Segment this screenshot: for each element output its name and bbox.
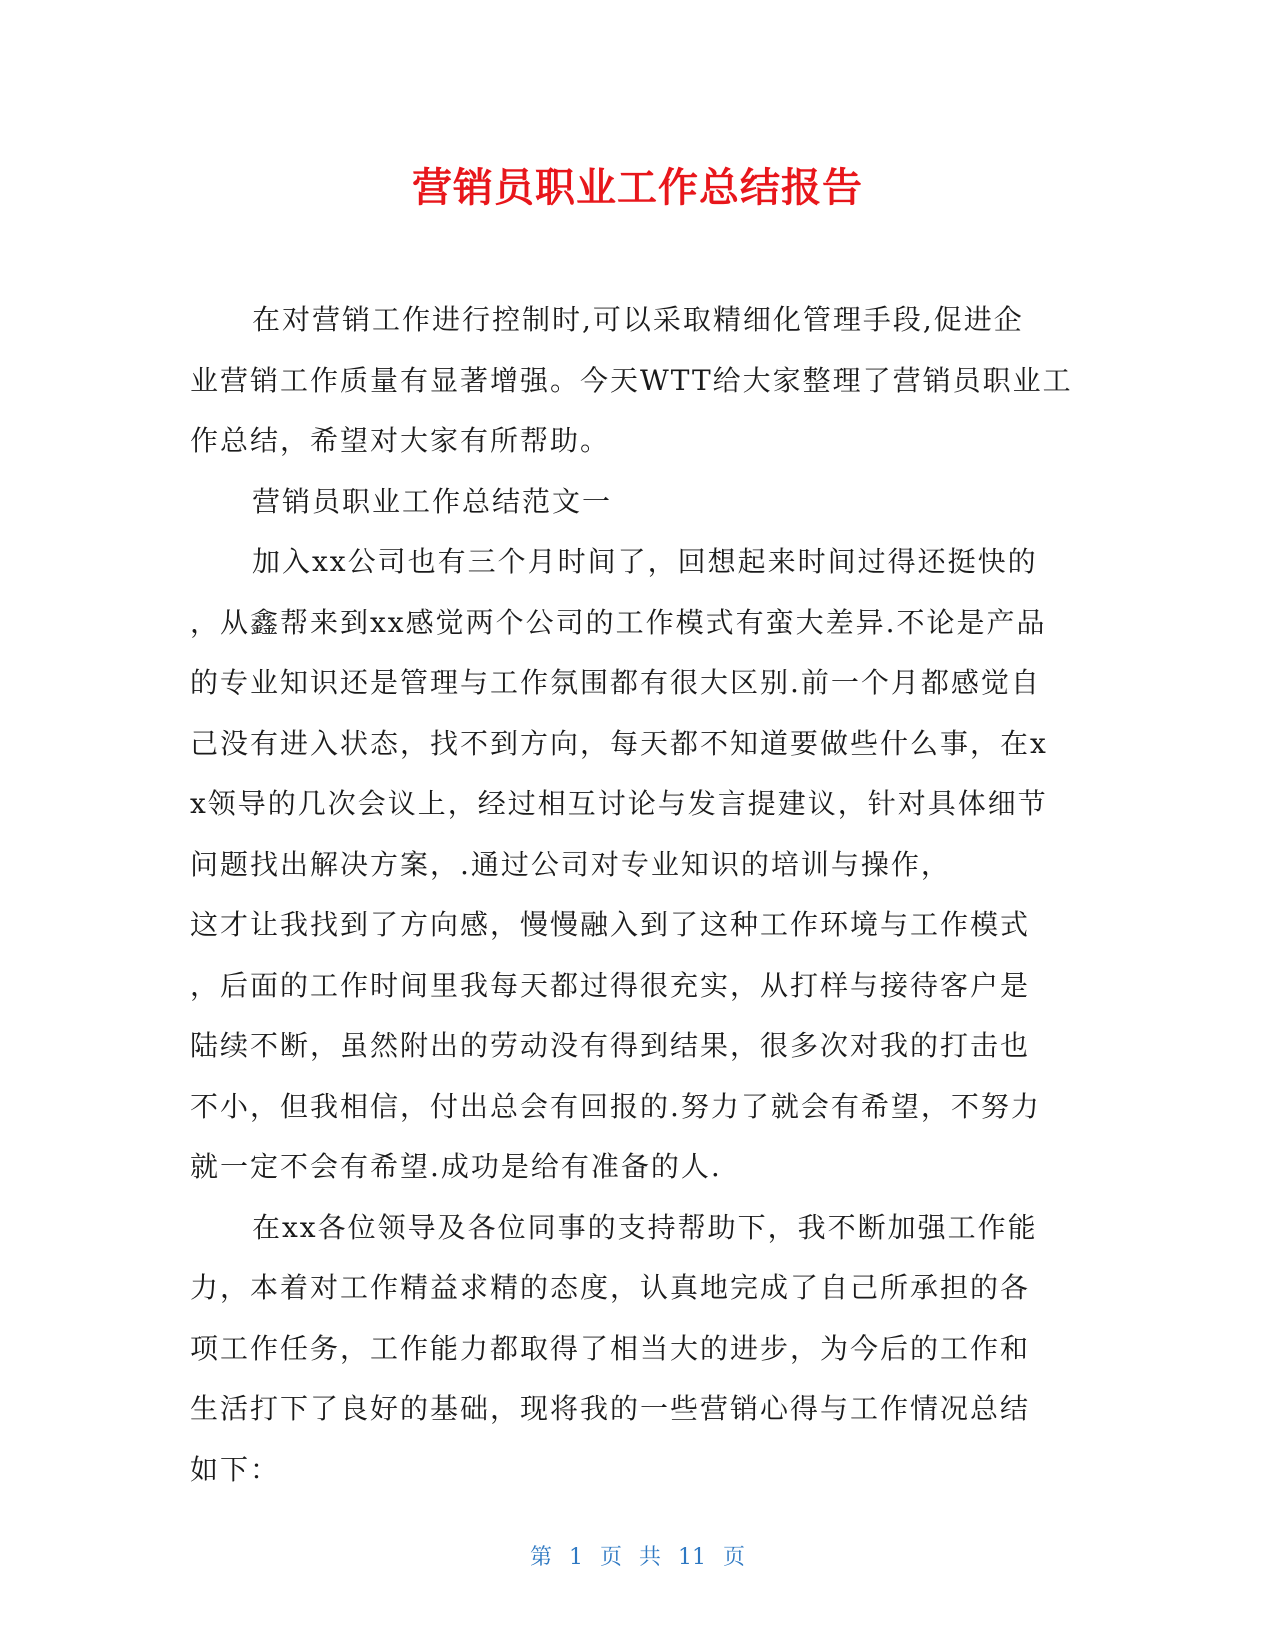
paragraph-line: 如下： bbox=[190, 1452, 281, 1486]
paragraph-line: 这才让我找到了方向感，慢慢融入到了这种工作环境与工作模式 bbox=[190, 908, 1031, 941]
document-body bbox=[190, 290, 1073, 1500]
paragraph-line: 问题找出解决方案，.通过公司对专业知识的培训与操作， bbox=[190, 847, 951, 881]
paragraph-line: 力，本着对工作精益求精的态度，认真地完成了自己所承担的各 bbox=[190, 1271, 1031, 1304]
paragraph-line: 就一定不会有希望.成功是给有准备的人. bbox=[190, 1150, 722, 1183]
paragraph-line: ，后面的工作时间里我每天都过得很充实，从打样与接待客户是 bbox=[190, 968, 1031, 1002]
paragraph-line: 加入xx公司也有三个月时间了，回想起来时间过得还挺快的 bbox=[252, 545, 1038, 578]
document-title: 营销员职业工作总结报告 bbox=[412, 165, 863, 211]
paragraph-line: 的专业知识还是管理与工作氛围都有很大区别.前一个月都感觉自 bbox=[190, 666, 1041, 699]
paragraph-line: x领导的几次会议上，经过相互讨论与发言提建议，针对具体细节 bbox=[190, 787, 1048, 820]
page-number: 第 1 页 共 11 页 bbox=[530, 1545, 745, 1570]
paragraph-line: 陆续不断，虽然附出的劳动没有得到结果，很多次对我的打击也 bbox=[190, 1029, 1031, 1062]
paragraph-line: 在xx各位领导及各位同事的支持帮助下，我不断加强工作能 bbox=[252, 1210, 1038, 1244]
paragraph-line: 业营销工作质量有显著增强。今天WTT给大家整理了营销员职业工 bbox=[190, 363, 1073, 397]
paragraph-line: 作总结，希望对大家有所帮助。 bbox=[190, 424, 611, 457]
paragraph-line: 己没有进入状态，找不到方向，每天都不知道要做些什么事，在x bbox=[190, 726, 1048, 760]
paragraph-line: 不小，但我相信，付出总会有回报的.努力了就会有希望，不努力 bbox=[190, 1089, 1041, 1123]
paragraph-line: ，从鑫帮来到xx感觉两个公司的工作模式有蛮大差异.不论是产品 bbox=[190, 605, 1047, 639]
paragraph-line: 生活打下了良好的基础，现将我的一些营销心得与工作情况总结 bbox=[190, 1392, 1031, 1425]
section-heading: 营销员职业工作总结范文一 bbox=[252, 484, 613, 518]
paragraph-line: 项工作任务，工作能力都取得了相当大的进步，为今后的工作和 bbox=[190, 1331, 1031, 1365]
paragraph-line: 在对营销工作进行控制时,可以采取精细化管理手段,促进企 bbox=[252, 303, 1024, 336]
